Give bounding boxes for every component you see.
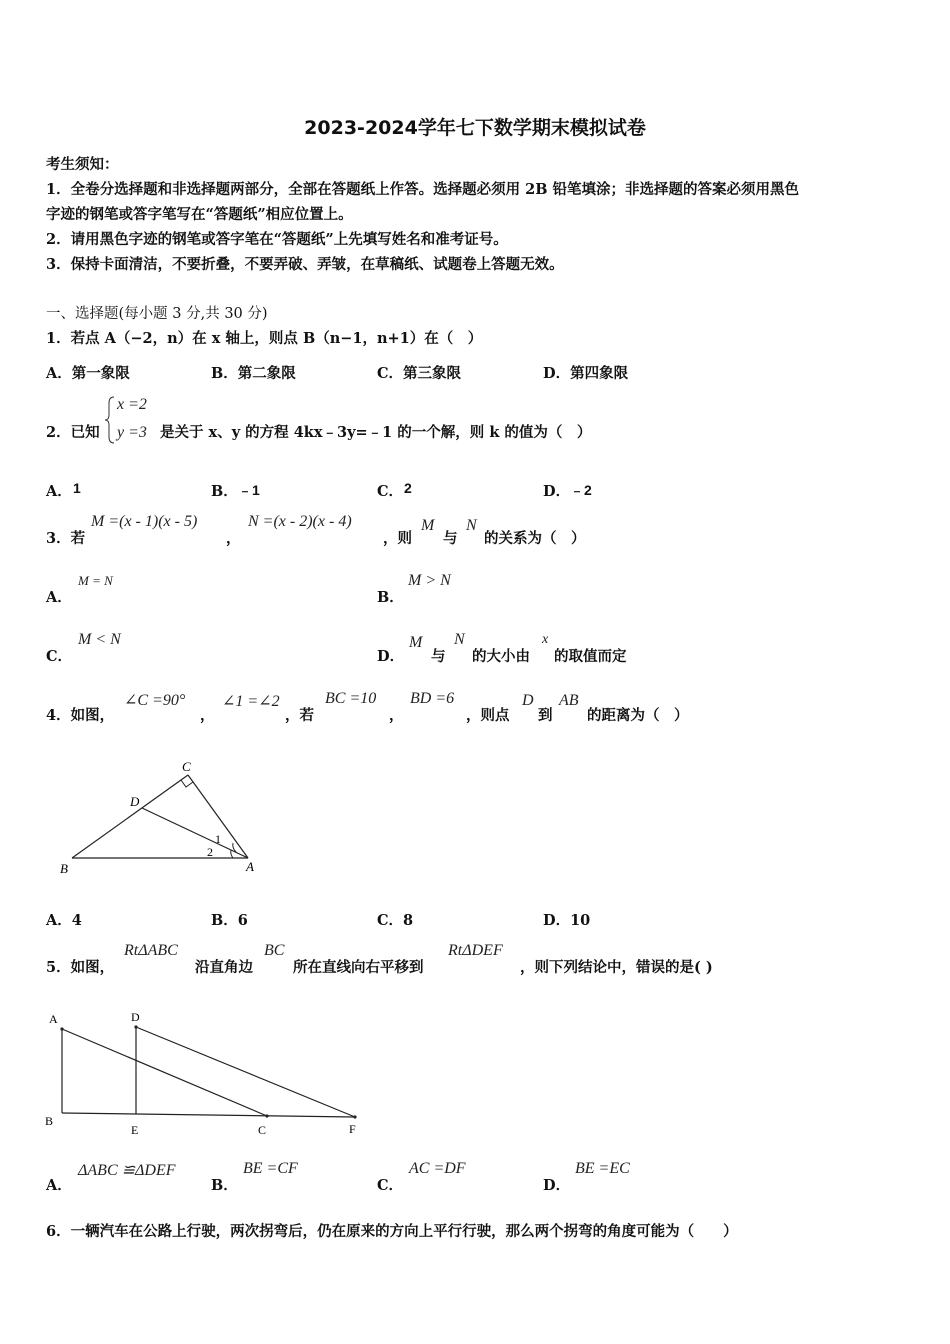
q2-value-d: ﹣2 <box>570 482 592 498</box>
q4-option-d: D．10 <box>543 912 591 929</box>
q5-label-b: B． <box>211 1177 238 1194</box>
q3-m: M <box>421 517 435 534</box>
q1-option-b: B．第二象限 <box>211 365 296 382</box>
q4-comma-1: ， <box>200 707 215 724</box>
q5-label-c: C <box>258 1123 267 1137</box>
notice-item-3: 3．保持卡面清洁，不要折叠，不要弄破、弄皱，在草稿纸、试题卷上答题无效。 <box>46 256 564 273</box>
q3-option-b: M > N <box>408 572 451 589</box>
q2-value-b: ﹣1 <box>238 482 260 498</box>
q3-prefix: 3．若 <box>46 530 86 547</box>
q5-label-b: B <box>45 1114 54 1128</box>
q5-rt-abc: RtΔABC <box>124 942 178 959</box>
q2-label-b: B． <box>211 483 238 500</box>
q3-label-a: A． <box>46 589 72 606</box>
q4-then: ，则点 <box>466 707 510 724</box>
q3-option-d-mid: 的大小由 <box>472 648 530 665</box>
q4-comma-2: ， <box>389 707 404 724</box>
notice-item-1-cont: 字迹的钢笔或答字笔写在“答题纸”相应位置上。 <box>46 206 353 223</box>
q2-brace <box>104 395 118 445</box>
q4-angle-c: ∠C =90° <box>124 692 186 709</box>
q5-label-f: F <box>349 1122 356 1136</box>
q5-rt-def: RtΔDEF <box>448 942 503 959</box>
q3-tail: 的关系为（ ） <box>484 530 586 547</box>
q5-translation-figure <box>40 1005 370 1140</box>
q3-label-b: B． <box>377 589 404 606</box>
q4-label-angle-1: 1 <box>215 832 221 846</box>
q4-ab: AB <box>559 692 579 709</box>
q3-option-a: M = N <box>78 573 113 588</box>
q5-option-b: BE =CF <box>243 1160 298 1177</box>
q5-option-a: ΔABC ≌ΔDEF <box>78 1162 176 1179</box>
q2-label-d: D． <box>543 483 571 500</box>
q5-label-c: C． <box>377 1177 404 1194</box>
q4-angle-equal: ∠1 =∠2 <box>222 693 280 710</box>
q3-n-expression: N =(x - 2)(x - 4) <box>248 513 352 530</box>
q3-option-d-x: x <box>542 632 549 647</box>
q4-label-d: D <box>130 794 140 809</box>
q3-option-d-m: M <box>409 634 423 651</box>
q2-value-a: 1 <box>73 480 81 496</box>
q4-to: 到 <box>538 707 553 724</box>
q2-system-line-2: y =3 <box>117 424 147 441</box>
section-heading: 一、选择题(每小题 3 分,共 30 分) <box>46 306 268 322</box>
q2-system-line-1: x =2 <box>117 396 147 413</box>
q3-option-d-and: 与 <box>431 648 446 665</box>
q4-option-a: A．4 <box>46 912 82 929</box>
q5-label-d: D <box>131 1010 140 1024</box>
q4-bc: BC =10 <box>325 690 377 707</box>
q4-option-b: B．6 <box>211 912 248 929</box>
notice-item-2: 2．请用黑色字迹的钢笔或答字笔在“答题纸”上先填写姓名和准考证号。 <box>46 231 508 248</box>
q2-stem: 是关于 x、y 的方程 4kx﹣3y=﹣1 的一个解，则 k 的值为（ ） <box>160 424 592 441</box>
q1-option-a: A．第一象限 <box>46 365 130 382</box>
page-title: 2023-2024学年七下数学期末模拟试卷 <box>304 117 646 139</box>
q4-label-b: B <box>60 861 68 876</box>
q4-label-angle-2: 2 <box>207 845 213 859</box>
q5-bc: BC <box>264 942 285 959</box>
q4-bd: BD =6 <box>410 690 455 707</box>
q3-comma: ， <box>226 530 241 547</box>
q3-label-d: D． <box>377 648 405 665</box>
q4-prefix: 4．如图， <box>46 707 115 724</box>
q4-triangle-figure <box>50 755 270 880</box>
q5-prefix: 5．如图， <box>46 959 115 976</box>
q5-label-a: A <box>49 1012 58 1026</box>
q5-tail: ，则下列结论中，错误的是( ) <box>520 959 713 976</box>
q3-label-c: C． <box>46 648 73 665</box>
q2-label-a: A． <box>46 483 72 500</box>
notice-heading: 考生须知： <box>46 156 119 173</box>
q4-option-c: C．8 <box>377 912 414 929</box>
q5-mid-1: 沿直角边 <box>195 959 253 976</box>
q5-label-a: A． <box>46 1177 72 1194</box>
q5-option-d: BE =EC <box>575 1160 630 1177</box>
q5-option-c: AC =DF <box>409 1160 466 1177</box>
q3-option-c: M < N <box>78 631 121 648</box>
q3-and: 与 <box>443 530 458 547</box>
q5-mid-2: 所在直线向右平移到 <box>293 959 424 976</box>
q4-tail: 的距离为（ ） <box>587 707 689 724</box>
q6-stem: 6．一辆汽车在公路上行驶，两次拐弯后，仍在原来的方向上平行行驶，那么两个拐弯的角度可能为（ ） <box>46 1223 738 1240</box>
q1-stem: 1．若点 A（−2，n）在 x 轴上，则点 B（n−1，n+1）在（ ） <box>46 330 483 347</box>
q2-value-c: 2 <box>404 480 412 496</box>
q4-label-a: A <box>246 859 254 874</box>
q5-label-e: E <box>131 1123 139 1137</box>
q3-option-d-n: N <box>454 631 465 648</box>
notice-item-1: 1．全卷分选择题和非选择题两部分，全部在答题纸上作答。选择题必须用 2B 铅笔填涂；非选择题的答案必须用黑色 <box>46 181 800 198</box>
q5-label-d: D． <box>543 1177 571 1194</box>
q3-option-d-tail: 的取值而定 <box>554 648 627 665</box>
q4-point-d: D <box>522 692 534 709</box>
q3-n: N <box>466 517 477 534</box>
q1-option-c: C．第三象限 <box>377 365 462 382</box>
q1-option-d: D．第四象限 <box>543 365 629 382</box>
q4-label-c: C <box>182 759 191 774</box>
q3-then: ，则 <box>383 530 412 547</box>
q3-m-expression: M =(x - 1)(x - 5) <box>91 513 198 530</box>
q2-prefix: 2．已知 <box>46 424 100 441</box>
q2-label-c: C． <box>377 483 404 500</box>
q4-if: ，若 <box>285 707 314 724</box>
